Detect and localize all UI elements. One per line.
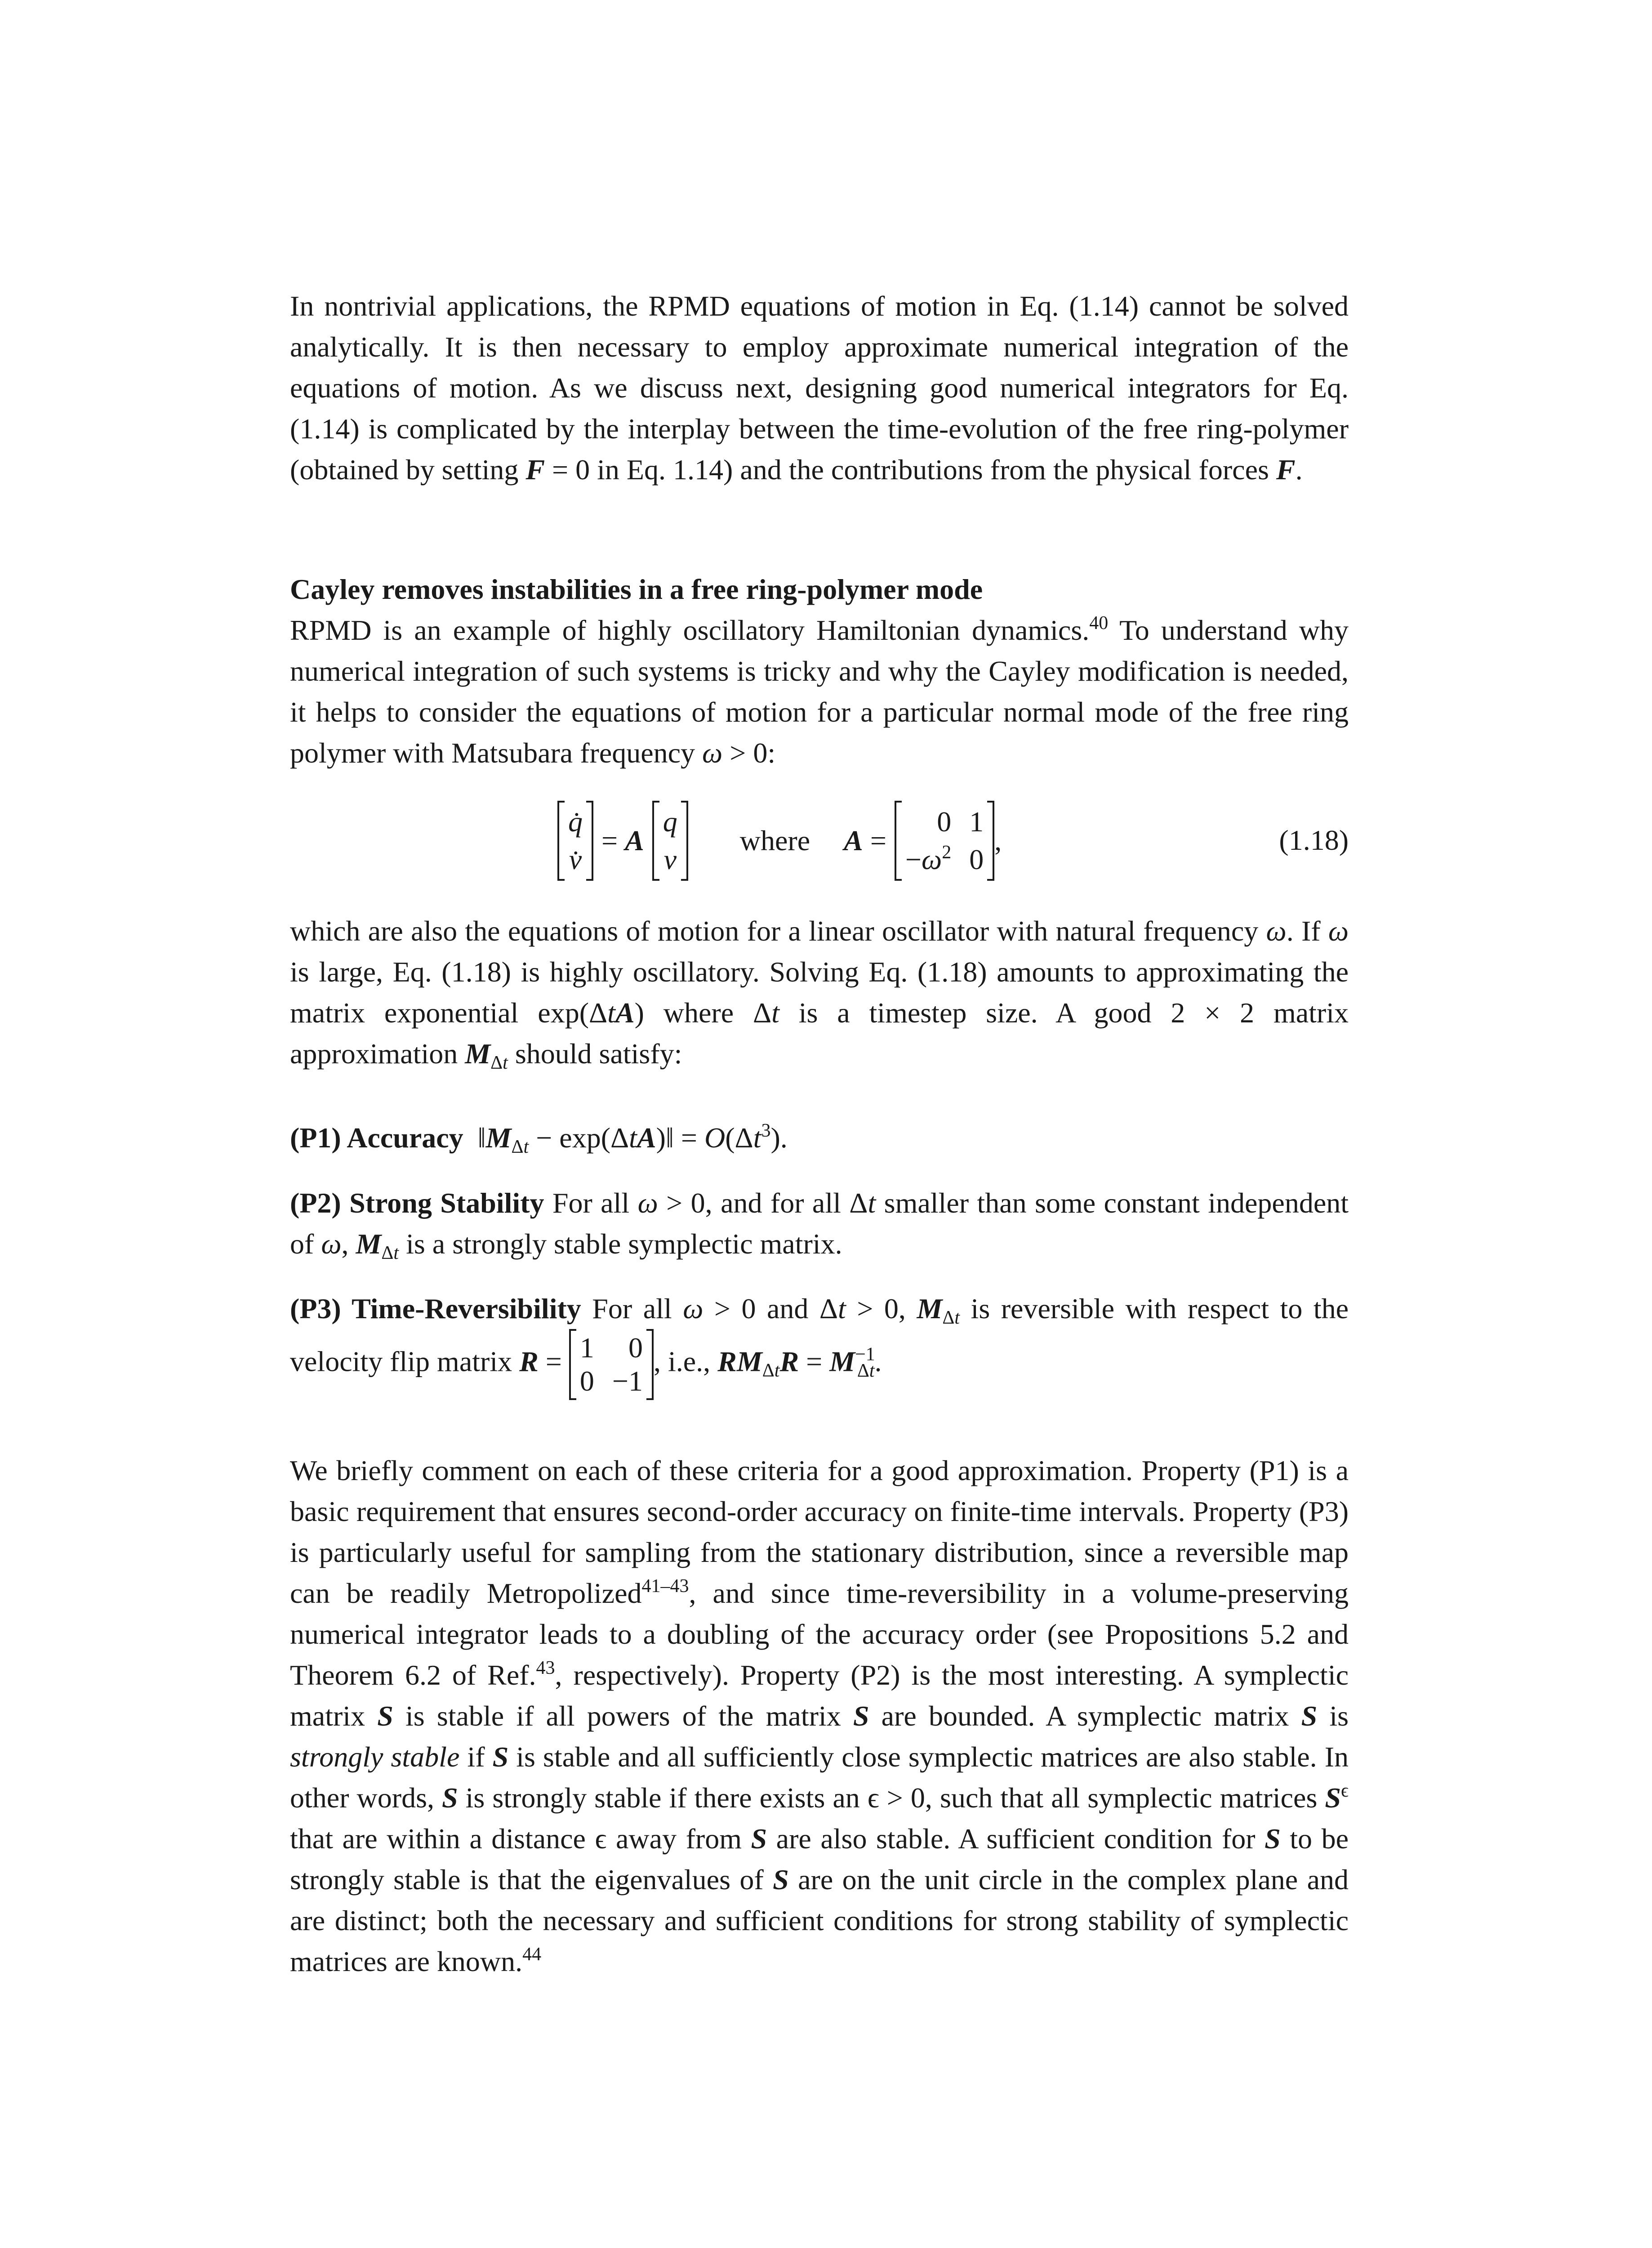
disc-t8: is stable and all sufficiently close symplectic matrices are also stable. In other words,	[290, 1741, 1349, 1814]
disc-t13: are on the unit circle in the complex plane and are distinct; both the necessary and sufficient conditions for strong stability of symplectic matrices are known.	[290, 1864, 1349, 1977]
section-paragraph: Cayley removes instabilities in a free ring-polymer mode RPMD is an example of highly oscillatory Hamiltonian dynamics.$^{40}$ To understand why numerical integration of such systems is tricky and why the Cayley modification is needed, it helps to consider the equations of motion for a particular normal mode of the free ring polymer with Matsubara frequency ω > 0:	[290, 569, 1349, 773]
after-eq-text-c: is large, Eq. (1.18) is highly oscillatory. Solving Eq. (1.18) amounts to approximating the matrix exponential exp(Δ	[290, 956, 1349, 1029]
after-eq-text-f: should satisfy:	[508, 1038, 682, 1070]
disc-t4: is stable if all powers of the matrix	[393, 1700, 853, 1732]
disc-t6: is	[1317, 1700, 1349, 1732]
citation: 44	[522, 1944, 542, 1965]
p3-text-d: is reversible with respect to the velocity flip matrix	[290, 1293, 1349, 1378]
citation: 40	[1089, 613, 1109, 633]
disc-t2: , and since time-reversibility in a volume-preserving numerical integrator leads to a doubling of the accuracy order (see Propositions 5.2 and Theorem 6.2 of Ref.	[290, 1577, 1349, 1691]
disc-t5: are bounded. A symplectic matrix	[869, 1700, 1301, 1732]
state-vector-rhs: q v	[652, 801, 688, 881]
p2-text-d: is a strongly stable symplectic matrix.	[399, 1228, 842, 1260]
section-heading: Cayley removes instabilities in a free ring-polymer mode	[290, 573, 983, 605]
matrix-A: 0 1 $-\omega^2$ 0	[895, 801, 994, 881]
equation-body: q̇ v̇ = A q v where A = 0 1 $-\omega^2$ 0 ,	[557, 796, 1002, 886]
after-equation-paragraph: which are also the equations of motion for a linear oscillator with natural frequency ω. If ω is large, Eq. (1.18) is highly oscillatory. Solving Eq. (1.18) amounts to approximating the matrix exponential exp(ΔtA) where Δt is a timestep size. A good 2 × 2 matrix approximation $M_{\Delta t}$ should satisfy:	[290, 915, 1349, 1073]
equation-1-18	[290, 796, 1349, 886]
after-eq-text: which are also the equations of motion for a linear oscillator with natural frequency	[290, 915, 1266, 947]
p3-text-e: , i.e.,	[653, 1345, 718, 1378]
p2-text-b: > 0, and for all Δ	[658, 1187, 868, 1219]
citation: 41–43	[641, 1576, 689, 1597]
property-p3-block	[290, 1288, 1349, 1400]
citation: 43	[536, 1658, 555, 1678]
section-text: RPMD is an example of highly oscillatory Hamiltonian dynamics.	[290, 614, 1090, 646]
disc-t9: is strongly stable if there exists an ϵ > 0, such that all symplectic matrices	[458, 1782, 1325, 1814]
property-p1: (P1) Accuracy $‖M_{\Delta t}$ − exp(ΔtA)‖ = $O(\Delta t^3)$.	[290, 1120, 788, 1157]
section-text-b: To understand why numerical integration of such systems is tricky and why the Cayley modification is needed, it helps to consider the equations of motion for a particular normal mode of the free ring polymer with Matsubara frequency	[290, 614, 1349, 769]
p3-label: (P3) Time-Reversibility	[290, 1293, 581, 1325]
matrix-R: 1 0 0 −1	[569, 1329, 654, 1400]
p2-text-c: smaller than some constant independent of	[290, 1187, 1349, 1260]
p2-text-a: For all	[544, 1187, 638, 1219]
p3-text-a: For all	[581, 1293, 683, 1325]
properties-list	[290, 1117, 1349, 1158]
intro-text-b: in Eq. 1.14) and the contributions from the physical forces	[590, 454, 1276, 486]
p1-label: (P1) Accuracy	[290, 1122, 463, 1154]
p2-label: (P2) Strong Stability	[290, 1187, 544, 1219]
intro-text: In nontrivial applications, the RPMD equations of motion in Eq. (1.14) cannot be solved analytically. It is then necessary to employ approximate numerical integration of the equations of motion. As we discuss next, designing good numerical integrators for Eq. (1.14) is complicated by the interplay between the time-evolution of the free ring-polymer (obtained by setting	[290, 290, 1349, 486]
discussion-paragraph: We briefly comment on each of these criteria for a good approximation. Property (P1) is a basic requirement that ensures second-order accuracy on finite-time intervals. Property (P3) is particularly useful for sampling from the stationary distribution, since a reversible map can be readily Metropolized$^{41-43}$, and since time-reversibility in a volume-preserving numerical integrator leads to a doubling of the accuracy order (see Propositions 5.2 and Theorem 6.2 of Ref.$^{43}$, respectively). Property (P2) is the most interesting. A symplectic matrix S is stable if all powers of the matrix S are bounded. A symplectic matrix S is strongly stable if S is stable and all sufficiently close symplectic matrices are also stable. In other words, S is strongly stable if there exists an ϵ > 0, such that all symplectic matrices $S^\epsilon$ that are within a distance ϵ away from S are also stable. A sufficient condition for S to be strongly stable is that the eigenvalues of S are on the unit circle in the complex plane and are distinct; both the necessary and sufficient conditions for strong stability of symplectic matrices are known.$^{44}$	[290, 1454, 1349, 1977]
section-text-c: > 0:	[722, 737, 776, 769]
p3-text-c: > 0,	[846, 1293, 917, 1325]
disc-t12: to be strongly stable is that the eigenvalues of	[290, 1823, 1349, 1896]
after-eq-text-b: . If	[1286, 915, 1328, 947]
equation-number: (1.18)	[1279, 824, 1349, 856]
p3-text-b: > 0 and Δ	[703, 1293, 838, 1325]
property-p2-block	[290, 1182, 1349, 1264]
equation-where: where	[739, 825, 810, 856]
after-eq-text-e: is a timestep size. A good 2 × 2 matrix approximation	[290, 997, 1349, 1070]
intro-paragraph: In nontrivial applications, the RPMD equations of motion in Eq. (1.14) cannot be solved analytically. It is then necessary to employ approximate numerical integration of the equations of motion. As we discuss next, designing good numerical integrators for Eq. (1.14) is complicated by the interplay between the time-evolution of the free ring-polymer (obtained by setting F = 0 in Eq. 1.14) and the contributions from the physical forces F.	[290, 290, 1349, 486]
disc-t1: We briefly comment on each of these criteria for a good approximation. Property (P1) is a basic requirement that ensures second-order accuracy on finite-time intervals. Property (P3) is particularly useful for sampling from the stationary distribution, since a reversible map can be readily Metropolized	[290, 1454, 1349, 1609]
property-p2: (P2) Strong Stability For all ω > 0, and for all Δt smaller than some constant independent of ω, $M_{\Delta t}$ is a strongly stable symplectic matrix.	[290, 1187, 1349, 1263]
property-p3: (P3) Time-Reversibility For all ω > 0 and Δt > 0, $M_{\Delta t}$ is reversible with respect to the velocity flip matrix R = 1 0 0 −1 , i.e., $RM_{\Delta t}R = M^{-1}_{\Delta t}$.	[290, 1288, 1349, 1400]
disc-emphasis: strongly stable	[290, 1741, 460, 1773]
state-vector: q̇ v̇	[557, 801, 593, 881]
after-eq-text-d: ) where Δ	[634, 997, 772, 1029]
disc-t10: that are within a distance ϵ away from	[290, 1823, 751, 1855]
disc-t11: are also stable. A sufficient condition for	[767, 1823, 1265, 1855]
disc-t3: , respectively). Property (P2) is the most interesting. A symplectic matrix	[290, 1659, 1349, 1732]
disc-t7: if	[459, 1741, 493, 1773]
